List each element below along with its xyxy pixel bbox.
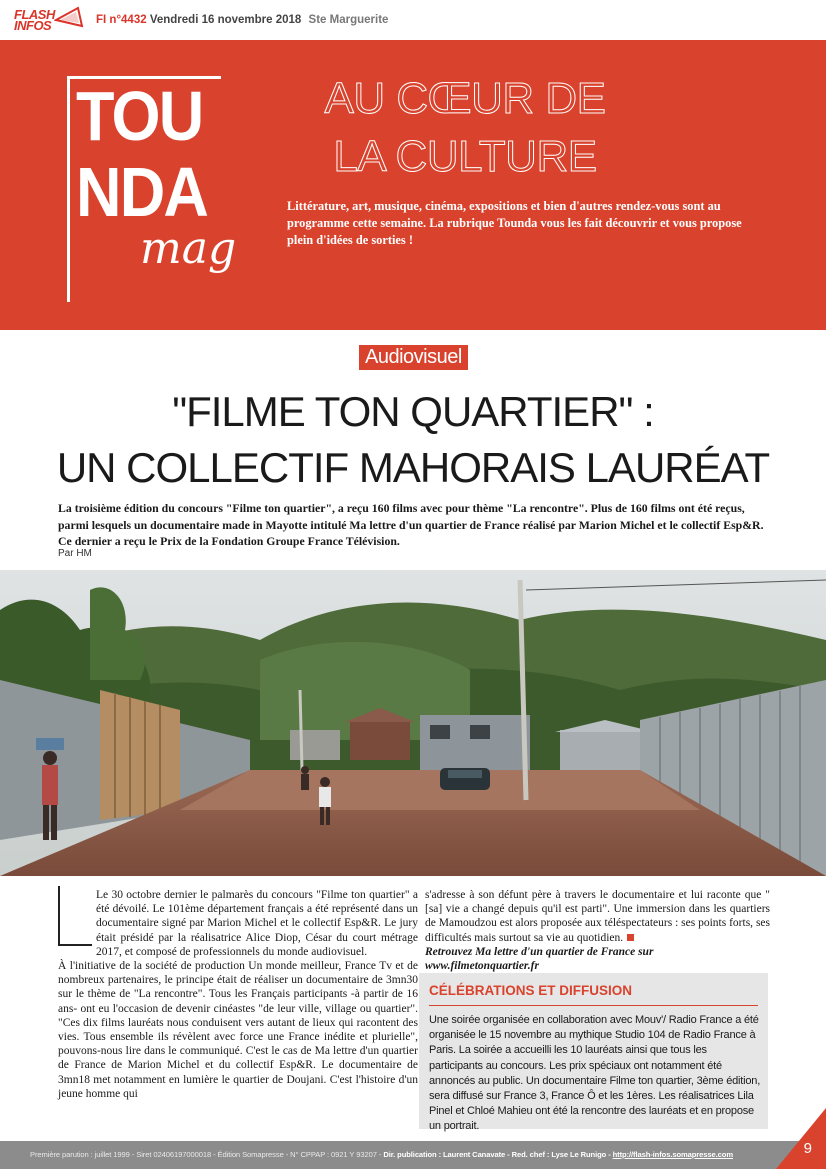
footer-link[interactable]: http://flash-infos.somapresse.com xyxy=(612,1150,733,1159)
footer-director: Dir. publication : Laurent Canavate - Red. chef : Lyse Le Runigo - xyxy=(383,1150,611,1159)
flash-infos-logo xyxy=(10,4,82,38)
article-paragraph-1: Le 30 octobre dernier le palmarès du concours "Filme ton quartier" a été dévoilé. Le 101ème département français a été représenté dans un documentaire signé par Marion Michel et le collectif Esp&R. Le jury était présidé par la réalisatrice Alice Diop, César du court métrage 2017, et composé de professionnels du monde audiovisuel. xyxy=(96,889,418,958)
article-column-2 xyxy=(425,888,770,973)
saint-of-day: Ste Marguerite xyxy=(308,14,389,26)
article-retrouvez: Retrouvez Ma lettre d'un quartier de France sur www.filmetonquartier.fr xyxy=(425,945,654,973)
headline-line-2: UN COLLECTIF MAHORAIS LAURÉAT xyxy=(56,444,770,491)
article-paragraph-3-text: s'adresse à son défunt père à travers le documentaire et lui raconte que "[sa] vie a changé depuis qu'il est parti". Une immersion dans les quartiers de Mamoudzou est alors proposée aux téléspectateurs : ses points forts, ses difficultés mais surtout sa vie au quotidien. xyxy=(425,889,770,944)
tounda-line-2: NDA xyxy=(76,153,208,231)
article-paragraph-2: À l'initiative de la société de production Un monde meilleur, France Tv et de nombreux partenaires, le principe était de réaliser un documentaire de 3mn30 sur le thème de "La rencontre". Tous les Français participants -à partir de 16 ans- ont eu l'occasion de devenir cinéastes "de leur ville, village ou quartier". "Ces dix films lauréats nous conduisent vers autant de lieux qui racontent des vies. Tous ensemble ils révèlent avec force une France inédite et plurielle", pouvons-nous lire dans le communiqué. C'est le cas de Ma lettre d'un quartier de France de Marion Michel et du collectif Esp&R. Le documentaire de 3mn18 met notamment en lumière le quartier de Doujani. C'est l'histoire d'un jeune homme qui xyxy=(58,960,418,1100)
tounda-mag: mag xyxy=(140,223,237,274)
tounda-line-1: TOU xyxy=(76,77,203,155)
article-column-1 xyxy=(58,888,418,1101)
page-footer xyxy=(0,1141,826,1169)
page-header xyxy=(0,0,826,40)
page-number: 9 xyxy=(803,1140,812,1157)
side-box-text: Une soirée organisée en collaboration avec Mouv'/ Radio France a été organisée le 15 novembre au mythique Studio 104 de Radio France à Paris. La soirée a accueilli les 10 lauréats ainsi que tous les participants au concours. Les prix spéciaux ont notamment été annoncés au public. Un documentaire Filme ton quartier, 3ème édition, sera diffusé sur France 3, France Ô et les 1ères. Les réalisatrices Lila Pinel et Chloé Mahieu ont été la rencontre des lauréats et en propose un portrait. xyxy=(429,1014,761,1133)
banner-title xyxy=(300,70,630,186)
section-tag: Audiovisuel xyxy=(359,345,468,370)
footer-legal: Première parution : juillet 1999 - Siret 02406197000018 - Édition Somapresse - N° CPPAP : 0921 Y 93207 - xyxy=(30,1150,382,1159)
logo-line-1: FLASH xyxy=(14,7,55,22)
headline-line-1: "FILME TON QUARTIER" : xyxy=(172,388,654,435)
tounda-logo xyxy=(67,76,237,302)
byline: Par HM xyxy=(58,548,92,559)
article-photo xyxy=(0,570,826,876)
issue-date: Vendredi 16 novembre 2018 xyxy=(149,14,302,26)
end-of-article-square-icon xyxy=(627,934,634,941)
issue-number: FI n°4432 xyxy=(96,14,147,26)
article-headline xyxy=(20,384,806,496)
article-lead: La troisième édition du concours "Filme ton quartier", a reçu 160 films avec pour thème "La rencontre". Plus de 160 films ont été reçus, parmi lesquels un documentaire made in Mayotte intitulé Ma lettre d'un quartier de France réalisé par Marion Michel et le collectif Esp&R. Ce dernier a reçu le Prix de la Fondation Groupe France Télévision. xyxy=(58,501,764,548)
street-scene-image xyxy=(0,570,826,876)
article-paragraph-3 xyxy=(425,888,770,945)
footer-text xyxy=(30,1150,733,1159)
side-box xyxy=(419,973,768,1133)
logo-line-2: INFOS xyxy=(14,18,52,33)
side-box-divider xyxy=(429,1005,758,1006)
page-corner-triangle xyxy=(776,1108,826,1169)
megaphone-icon xyxy=(54,6,84,30)
banner-title-line-1: AU CŒUR DE xyxy=(324,74,606,123)
side-box-title: CÉLÉBRATIONS ET DIFFUSION xyxy=(429,983,633,998)
banner-intro: Littérature, art, musique, cinéma, expositions et bien d'autres rendez-vous sont au programme cette semaine. La rubrique Tounda vous les fait découvrir et vous propose plein d'idées de sorties ! xyxy=(287,199,742,247)
banner-title-line-2: LA CULTURE xyxy=(333,132,597,181)
issue-info xyxy=(96,14,388,26)
